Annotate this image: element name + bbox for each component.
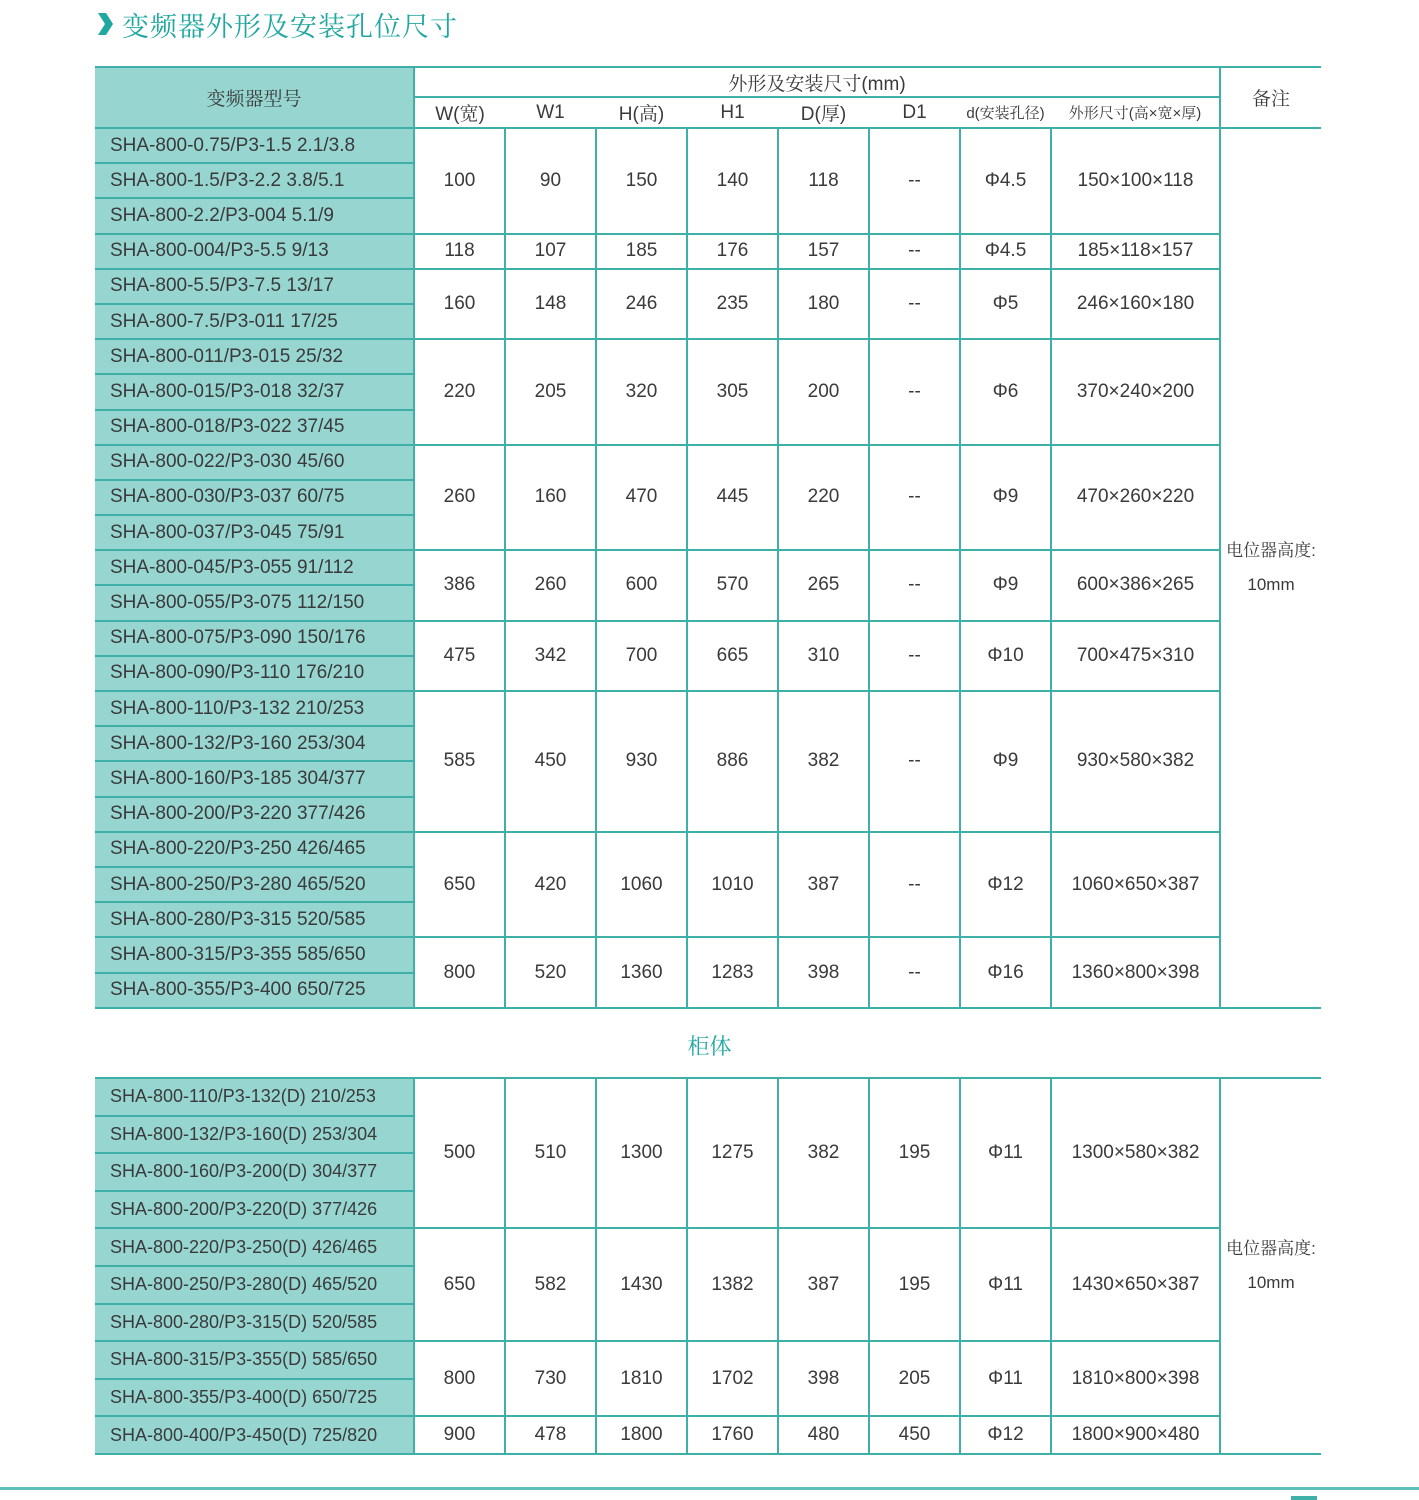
value-cell: -- xyxy=(869,691,960,832)
value-cell: 470 xyxy=(596,445,687,551)
value-cell: 185×118×157 xyxy=(1051,234,1220,269)
value-cell: 118 xyxy=(414,234,505,269)
value-cell: 160 xyxy=(414,269,505,339)
value-cell: 246 xyxy=(596,269,687,339)
value-cell: 235 xyxy=(687,269,778,339)
value-cell: 1060×650×387 xyxy=(1051,832,1220,938)
value-cell: 386 xyxy=(414,550,505,620)
model-cell: SHA-800-250/P3-280 465/520 xyxy=(95,867,414,902)
value-cell: 900 xyxy=(414,1416,505,1454)
value-cell: 310 xyxy=(778,621,869,691)
footer-divider xyxy=(0,1487,1419,1490)
value-cell: Φ12 xyxy=(960,1416,1051,1454)
value-cell: 205 xyxy=(505,339,596,445)
value-cell: Φ9 xyxy=(960,445,1051,551)
value-cell: 90 xyxy=(505,128,596,234)
model-cell: SHA-800-090/P3-110 176/210 xyxy=(95,656,414,691)
value-cell: 1060 xyxy=(596,832,687,938)
value-cell: 157 xyxy=(778,234,869,269)
value-cell: 185 xyxy=(596,234,687,269)
value-cell: 1382 xyxy=(687,1228,778,1341)
header-col: d(安装孔径) xyxy=(960,97,1051,128)
model-cell: SHA-800-055/P3-075 112/150 xyxy=(95,585,414,620)
header-col: H1 xyxy=(687,97,778,128)
value-cell: 930×580×382 xyxy=(1051,691,1220,832)
value-cell: 570 xyxy=(687,550,778,620)
value-cell: 195 xyxy=(869,1078,960,1228)
model-cell: SHA-800-2.2/P3-004 5.1/9 xyxy=(95,198,414,233)
table-row xyxy=(95,234,1321,269)
value-cell: -- xyxy=(869,339,960,445)
model-cell: SHA-800-132/P3-160(D) 253/304 xyxy=(95,1116,414,1154)
value-cell: 650 xyxy=(414,1228,505,1341)
value-cell: -- xyxy=(869,445,960,551)
value-cell: -- xyxy=(869,937,960,1007)
value-cell: 265 xyxy=(778,550,869,620)
value-cell: 1810×800×398 xyxy=(1051,1341,1220,1416)
model-cell: SHA-800-030/P3-037 60/75 xyxy=(95,480,414,515)
model-cell: SHA-800-315/P3-355 585/650 xyxy=(95,937,414,972)
model-cell: SHA-800-280/P3-315(D) 520/585 xyxy=(95,1304,414,1342)
model-cell: SHA-800-0.75/P3-1.5 2.1/3.8 xyxy=(95,128,414,163)
value-cell: 1283 xyxy=(687,937,778,1007)
value-cell: 160 xyxy=(505,445,596,551)
value-cell: Φ6 xyxy=(960,339,1051,445)
value-cell: 480 xyxy=(778,1416,869,1454)
value-cell: Φ12 xyxy=(960,832,1051,938)
value-cell: -- xyxy=(869,832,960,938)
table-row xyxy=(95,832,1321,867)
table-row xyxy=(95,550,1321,585)
value-cell: 445 xyxy=(687,445,778,551)
value-cell: 176 xyxy=(687,234,778,269)
value-cell: 475 xyxy=(414,621,505,691)
table-row xyxy=(95,1078,1321,1116)
value-cell: 220 xyxy=(778,445,869,551)
value-cell: 1430×650×387 xyxy=(1051,1228,1220,1341)
dimensions-table xyxy=(95,66,1321,1009)
value-cell: 1800×900×480 xyxy=(1051,1416,1220,1454)
cabinet-table xyxy=(95,1077,1321,1455)
model-cell: SHA-800-004/P3-5.5 9/13 xyxy=(95,234,414,269)
value-cell: -- xyxy=(869,128,960,234)
model-cell: SHA-800-7.5/P3-011 17/25 xyxy=(95,304,414,339)
value-cell: 450 xyxy=(505,691,596,832)
value-cell: 246×160×180 xyxy=(1051,269,1220,339)
value-cell: 205 xyxy=(869,1341,960,1416)
model-cell: SHA-800-400/P3-450(D) 725/820 xyxy=(95,1416,414,1454)
value-cell: 342 xyxy=(505,621,596,691)
value-cell: 260 xyxy=(505,550,596,620)
value-cell: 800 xyxy=(414,1341,505,1416)
model-cell: SHA-800-110/P3-132(D) 210/253 xyxy=(95,1078,414,1116)
value-cell: Φ10 xyxy=(960,621,1051,691)
value-cell: 700×475×310 xyxy=(1051,621,1220,691)
value-cell: 510 xyxy=(505,1078,596,1228)
model-cell: SHA-800-220/P3-250 426/465 xyxy=(95,832,414,867)
header-col: W(宽) xyxy=(414,97,505,128)
value-cell: Φ11 xyxy=(960,1078,1051,1228)
value-cell: Φ4.5 xyxy=(960,234,1051,269)
value-cell: 387 xyxy=(778,1228,869,1341)
value-cell: 320 xyxy=(596,339,687,445)
table-row xyxy=(95,1228,1321,1266)
value-cell: 150 xyxy=(596,128,687,234)
value-cell: 585 xyxy=(414,691,505,832)
value-cell: 260 xyxy=(414,445,505,551)
value-cell: 582 xyxy=(505,1228,596,1341)
cabinet-section-title: 柜体 xyxy=(687,1034,732,1059)
value-cell: -- xyxy=(869,621,960,691)
model-cell: SHA-800-160/P3-185 304/377 xyxy=(95,761,414,796)
value-cell: 100 xyxy=(414,128,505,234)
value-cell: Φ4.5 xyxy=(960,128,1051,234)
value-cell: 150×100×118 xyxy=(1051,128,1220,234)
remark-line: 电位器高度: xyxy=(1226,1238,1316,1258)
page-title: 变频器外形及安装孔位尺寸 xyxy=(122,11,458,42)
value-cell: 370×240×200 xyxy=(1051,339,1220,445)
value-cell: 140 xyxy=(687,128,778,234)
value-cell: 398 xyxy=(778,1341,869,1416)
model-cell: SHA-800-045/P3-055 91/112 xyxy=(95,550,414,585)
value-cell: 1760 xyxy=(687,1416,778,1454)
value-cell: 730 xyxy=(505,1341,596,1416)
remark-line: 10mm xyxy=(1247,574,1295,594)
model-cell: SHA-800-200/P3-220(D) 377/426 xyxy=(95,1191,414,1229)
value-cell: 220 xyxy=(414,339,505,445)
model-cell: SHA-800-250/P3-280(D) 465/520 xyxy=(95,1266,414,1304)
remark-cell xyxy=(1220,1078,1321,1454)
table-row xyxy=(95,1416,1321,1454)
table-row xyxy=(95,621,1321,656)
value-cell: 600×386×265 xyxy=(1051,550,1220,620)
header-model: 变频器型号 xyxy=(95,67,414,128)
value-cell: 700 xyxy=(596,621,687,691)
value-cell: Φ16 xyxy=(960,937,1051,1007)
remark-cell xyxy=(1220,128,1321,1008)
value-cell: 800 xyxy=(414,937,505,1007)
table-row xyxy=(95,269,1321,304)
model-cell: SHA-800-015/P3-018 32/37 xyxy=(95,374,414,409)
value-cell: 1360 xyxy=(596,937,687,1007)
model-cell: SHA-800-1.5/P3-2.2 3.8/5.1 xyxy=(95,163,414,198)
model-cell: SHA-800-011/P3-015 25/32 xyxy=(95,339,414,374)
value-cell: 382 xyxy=(778,1078,869,1228)
model-cell: SHA-800-132/P3-160 253/304 xyxy=(95,726,414,761)
model-cell: SHA-800-160/P3-200(D) 304/377 xyxy=(95,1153,414,1191)
value-cell: 1300 xyxy=(596,1078,687,1228)
model-cell: SHA-800-110/P3-132 210/253 xyxy=(95,691,414,726)
remark-line: 10mm xyxy=(1247,1272,1295,1292)
value-cell: 1430 xyxy=(596,1228,687,1341)
value-cell: 650 xyxy=(414,832,505,938)
value-cell: Φ11 xyxy=(960,1228,1051,1341)
value-cell: 1360×800×398 xyxy=(1051,937,1220,1007)
value-cell: Φ9 xyxy=(960,691,1051,832)
value-cell: 118 xyxy=(778,128,869,234)
value-cell: 520 xyxy=(505,937,596,1007)
value-cell: 1800 xyxy=(596,1416,687,1454)
value-cell: Φ9 xyxy=(960,550,1051,620)
table-row xyxy=(95,445,1321,480)
value-cell: 382 xyxy=(778,691,869,832)
model-cell: SHA-800-075/P3-090 150/176 xyxy=(95,621,414,656)
value-cell: 450 xyxy=(869,1416,960,1454)
value-cell: 387 xyxy=(778,832,869,938)
value-cell: 398 xyxy=(778,937,869,1007)
section-title xyxy=(94,6,458,42)
model-cell: SHA-800-022/P3-030 45/60 xyxy=(95,445,414,480)
model-cell: SHA-800-220/P3-250(D) 426/465 xyxy=(95,1228,414,1266)
value-cell: 478 xyxy=(505,1416,596,1454)
model-cell: SHA-800-280/P3-315 520/585 xyxy=(95,902,414,937)
value-cell: 930 xyxy=(596,691,687,832)
value-cell: Φ5 xyxy=(960,269,1051,339)
header-group: 外形及安装尺寸(mm) xyxy=(414,67,1220,97)
value-cell: 305 xyxy=(687,339,778,445)
footer-marker xyxy=(1291,1496,1317,1500)
value-cell: 1275 xyxy=(687,1078,778,1228)
value-cell: 148 xyxy=(505,269,596,339)
value-cell: -- xyxy=(869,234,960,269)
value-cell: 665 xyxy=(687,621,778,691)
model-cell: SHA-800-315/P3-355(D) 585/650 xyxy=(95,1341,414,1379)
model-cell: SHA-800-200/P3-220 377/426 xyxy=(95,797,414,832)
value-cell: 1010 xyxy=(687,832,778,938)
model-cell: SHA-800-018/P3-022 37/45 xyxy=(95,410,414,445)
value-cell: 500 xyxy=(414,1078,505,1228)
value-cell: 1300×580×382 xyxy=(1051,1078,1220,1228)
value-cell: 107 xyxy=(505,234,596,269)
table-row xyxy=(95,339,1321,374)
header-remark: 备注 xyxy=(1220,67,1321,128)
header-col: 外形尺寸(高×宽×厚) xyxy=(1051,97,1220,128)
table-row xyxy=(95,128,1321,163)
value-cell: -- xyxy=(869,269,960,339)
model-cell: SHA-800-037/P3-045 75/91 xyxy=(95,515,414,550)
value-cell: 200 xyxy=(778,339,869,445)
model-cell: SHA-800-5.5/P3-7.5 13/17 xyxy=(95,269,414,304)
model-cell: SHA-800-355/P3-400(D) 650/725 xyxy=(95,1379,414,1417)
header-col: D1 xyxy=(869,97,960,128)
chevron-right-icon xyxy=(94,9,116,39)
header-col: H(高) xyxy=(596,97,687,128)
value-cell: 420 xyxy=(505,832,596,938)
value-cell: 470×260×220 xyxy=(1051,445,1220,551)
value-cell: 1810 xyxy=(596,1341,687,1416)
model-cell: SHA-800-355/P3-400 650/725 xyxy=(95,973,414,1008)
value-cell: -- xyxy=(869,550,960,620)
header-col: D(厚) xyxy=(778,97,869,128)
header-col: W1 xyxy=(505,97,596,128)
table-row xyxy=(95,1341,1321,1379)
value-cell: 886 xyxy=(687,691,778,832)
value-cell: 180 xyxy=(778,269,869,339)
table-row xyxy=(95,937,1321,972)
value-cell: 1702 xyxy=(687,1341,778,1416)
remark-line: 电位器高度: xyxy=(1226,540,1316,560)
value-cell: Φ11 xyxy=(960,1341,1051,1416)
value-cell: 600 xyxy=(596,550,687,620)
value-cell: 195 xyxy=(869,1228,960,1341)
table-row xyxy=(95,691,1321,726)
